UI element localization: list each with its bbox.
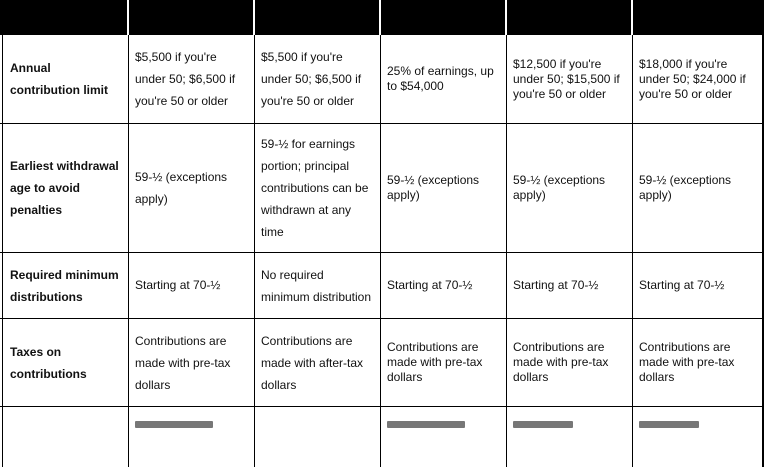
table-cell: 59-½ (exceptions apply): [633, 124, 763, 253]
table-cell: No required minimum distribution: [255, 253, 381, 319]
table-cell: $12,500 if you're under 50; $15,500 if you're 50 or older: [507, 35, 633, 124]
header-cell-row-label: [3, 0, 129, 35]
truncated-table-cell: [633, 407, 763, 467]
table-cell: Starting at 70-½: [633, 253, 763, 319]
table-cell: 59-½ (exceptions apply): [507, 124, 633, 253]
table-cell: 59-½ for earnings portion; principal contributions can be withdrawn at any time: [255, 124, 381, 253]
table-cell: 25% of earnings, up to $54,000: [381, 35, 507, 124]
truncated-table-cell: [129, 407, 255, 467]
table-cell: Contributions are made with pre-tax dollars: [633, 319, 763, 407]
table-cell: Contributions are made with pre-tax dollars: [129, 319, 255, 407]
clipped-text-fragment: [135, 421, 213, 428]
truncated-table-cell: [507, 407, 633, 467]
table-cell: Starting at 70-½: [129, 253, 255, 319]
header-cell-col-1: [129, 0, 255, 35]
truncated-row-label: [3, 407, 129, 467]
clipped-text-fragment: [639, 421, 699, 428]
table-cell: 59-½ (exceptions apply): [381, 124, 507, 253]
table-cell: 59-½ (exceptions apply): [129, 124, 255, 253]
table-cell: $18,000 if you're under 50; $24,000 if you're 50 or older: [633, 35, 763, 124]
header-cell-col-5: [633, 0, 763, 35]
header-cell-col-2: [255, 0, 381, 35]
table-cell: $5,500 if you're under 50; $6,500 if you're 50 or older: [255, 35, 381, 124]
clipped-text-fragment: [513, 421, 573, 428]
table-cell: Starting at 70-½: [381, 253, 507, 319]
clipped-text-fragment: [387, 421, 465, 428]
table-cell: Contributions are made with pre-tax dollars: [381, 319, 507, 407]
header-cell-col-4: [507, 0, 633, 35]
table-cell: $5,500 if you're under 50; $6,500 if you're 50 or older: [129, 35, 255, 124]
truncated-table-cell: [381, 407, 507, 467]
row-label: Taxes on contributions: [3, 319, 129, 407]
table-cell: Starting at 70-½: [507, 253, 633, 319]
row-label: Earliest withdrawal age to avoid penalties: [3, 124, 129, 253]
table-cell: Contributions are made with after-tax dollars: [255, 319, 381, 407]
row-label: Required minimum distributions: [3, 253, 129, 319]
table-cell: Contributions are made with pre-tax dollars: [507, 319, 633, 407]
truncated-table-cell: [255, 407, 381, 467]
row-label: Annual contribution limit: [3, 35, 129, 124]
header-cell-col-3: [381, 0, 507, 35]
